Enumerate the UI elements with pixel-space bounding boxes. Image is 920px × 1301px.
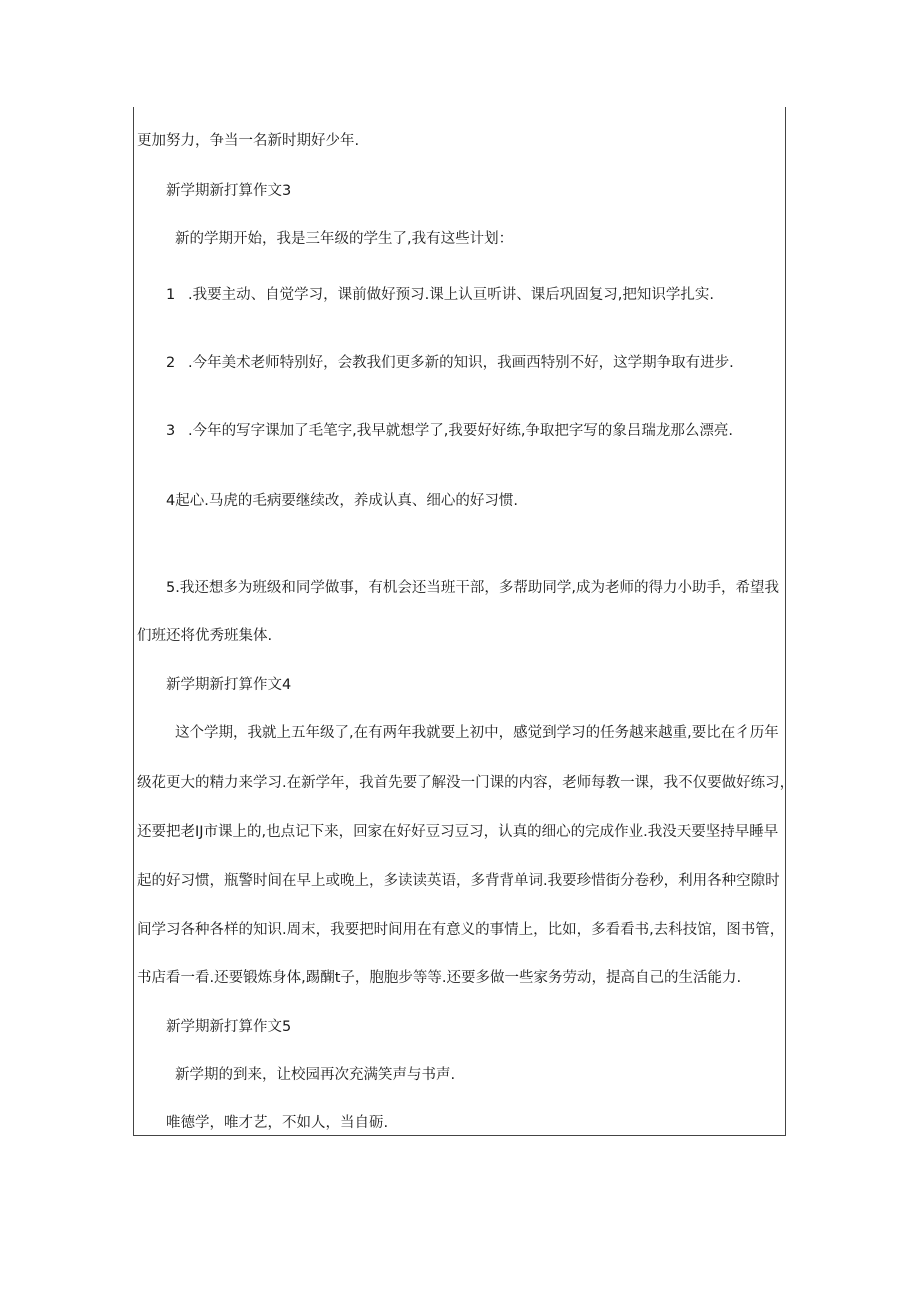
- paragraph-line: 书店看一看.还要锻炼身体,踢醐t子，胞胞步等等.还要多做一些家务劳动，提高自己的生活能力.: [137, 970, 742, 986]
- paragraph-line: 还要把老IJ市课上的,也点记下来，回家在好好豆习豆习，认真的细心的完成作业.我没天要坚持早睡早: [137, 824, 779, 840]
- list-number: 2: [166, 355, 176, 371]
- list-text: .今年的写字课加了毛笔字,我早就想学了,我要好好练,争取把字写的象吕瑞龙那么漂亮.: [188, 423, 734, 439]
- paragraph-line: 唯德学，唯才艺，不如人，当自砺.: [166, 1115, 389, 1131]
- paragraph-line: 4起心.马虎的毛病要继续改，养成认真、细心的好习惯.: [166, 493, 518, 509]
- paragraph-line: 级花更大的精力来学习.在新学年，我首先要了解没一门课的内容，老师每教一课，我不仅要做好练习，: [137, 775, 795, 791]
- paragraph-line: 间学习各种各样的知识.周末，我要把时间用在有意义的事情上，比如，多看看书,去科技馆，图书管，: [137, 922, 785, 938]
- section-heading: 新学期新打算作文5: [166, 1019, 292, 1035]
- list-text: .今年美术老师特别好，会教我们更多新的知识，我画西特别不好，这学期争取有进步.: [188, 355, 734, 371]
- paragraph-line: 新学期的到来，让校园再次充满笑声与书声.: [175, 1067, 456, 1083]
- paragraph-line: 这个学期，我就上五年级了,在有两年我就要上初中，感觉到学习的任务越来越重,要比在彳历年: [175, 725, 779, 741]
- list-item: [166, 285, 714, 305]
- section-heading: 新学期新打算作文4: [166, 677, 292, 693]
- paragraph-line: 5.我还想多为班级和同学做事，有机会还当班干部，多帮助同学,成为老师的得力小助手，希望我: [166, 580, 779, 596]
- list-text: .我要主动、自觉学习，课前做好预习.课上认亘听讲、课后巩固复习,把知识学扎实.: [188, 287, 714, 303]
- list-item: [166, 421, 733, 441]
- paragraph-line: 起的好习惯，瓶警时间在早上或晚上，多读读英语，多背背单词.我要珍惜街分卷秒，利用各种空隙时: [137, 873, 780, 889]
- list-item: [166, 353, 734, 373]
- list-number: 1: [166, 287, 176, 303]
- paragraph-line: 们班还将优秀班集体.: [137, 628, 273, 644]
- paragraph-line: 新的学期开始，我是三年级的学生了,我有这些计划：: [175, 231, 514, 247]
- paragraph-line: 更加努力，争当一名新时期好少年.: [137, 133, 360, 149]
- section-heading: 新学期新打算作文3: [166, 183, 292, 199]
- list-number: 3: [166, 423, 176, 439]
